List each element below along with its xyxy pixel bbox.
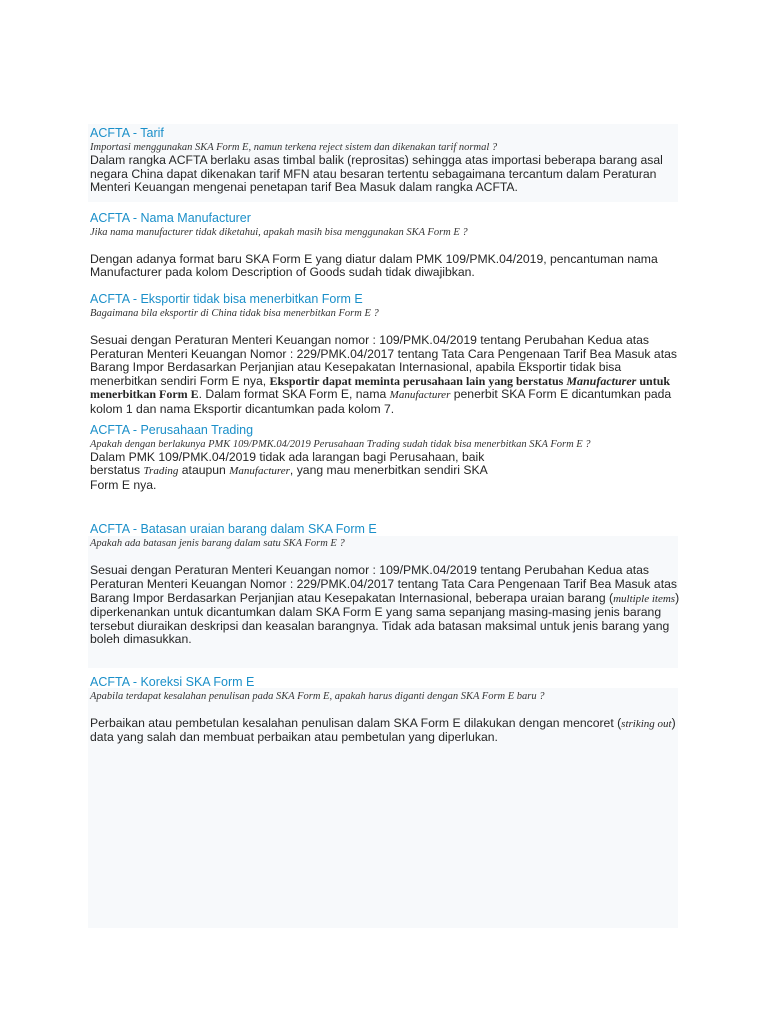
answer-italic-text: striking out	[621, 717, 672, 730]
answer-text: . Dalam format SKA Form E, nama	[198, 387, 390, 402]
answer-bold-text: untuk menerbitkan Form E	[90, 373, 671, 402]
faq-answer	[90, 564, 680, 647]
answer-text: ataupun	[178, 463, 230, 478]
faq-question: Jika nama manufacturer tidak diketahui, apakah masih bisa menggunakan SKA Form E ?	[90, 226, 468, 238]
faq-answer: Dengan adanya format baru SKA Form E yang diatur dalam PMK 109/PMK.04/2019, pencantuman nama Manufacturer pada kolom Description of Goods sudah tidak diwajibkan.	[90, 251, 658, 280]
answer-text: Sesuai dengan Peraturan Menteri Keuangan nomor : 109/PMK.04/2019 tentang Perubahan Kedua atas Peraturan Menteri Keuangan Nomor : 229/PMK.04/2017 tentang Tata Cara Pengenaan Tarif Bea Masuk atas Barang Impor Berdasarkan Perjanjian atau Kesepakatan Internasional, apabila Eksportir tidak bisa menerbitkan sendiri Form E nya,	[90, 332, 677, 388]
faq-title[interactable]: ACFTA - Koreksi SKA Form E	[90, 674, 255, 689]
faq-item-tarif	[90, 126, 680, 195]
faq-item-koreksi	[90, 675, 680, 745]
faq-list	[90, 126, 680, 745]
faq-item-eksportir	[90, 292, 680, 417]
faq-answer	[90, 451, 510, 493]
faq-answer: Dalam rangka ACFTA berlaku asas timbal balik (reprositas) sehingga atas importasi beberapa barang asal negara China dapat dikenakan tarif MFN atau besaran tertentu sebagaimana tercantum dalam Peraturan Menteri Keuangan mengenai penetapan tarif Bea Masuk dalam rangka ACFTA.	[90, 153, 663, 195]
faq-question: Apabila terdapat kesalahan penulisan pada SKA Form E, apakah harus diganti dengan SKA Form E baru ?	[90, 690, 545, 702]
answer-text: penerbit SKA Form E dicantumkan pada kolom 1 dan nama Eksportir dicantumkan pada kolom 7.	[90, 387, 672, 416]
faq-title[interactable]: ACFTA - Perusahaan Trading	[90, 422, 254, 437]
answer-text: Dalam PMK 109/PMK.04/2019 tidak ada larangan bagi Perusahaan, baik berstatus	[90, 449, 485, 478]
answer-bold-text: Eksportir dapat meminta perusahaan lain yang berstatus	[269, 373, 567, 388]
faq-title[interactable]: ACFTA - Tarif	[90, 126, 164, 140]
faq-item-trading	[90, 423, 680, 493]
faq-title[interactable]: ACFTA - Nama Manufacturer	[90, 210, 251, 225]
answer-italic-text: Trading	[143, 465, 179, 478]
answer-italic-text: multiple items	[613, 592, 676, 605]
faq-answer	[90, 717, 680, 745]
answer-text: , yang mau menerbitkan sendiri SKA Form E nya.	[90, 463, 488, 492]
answer-text: Sesuai dengan Peraturan Menteri Keuangan nomor : 109/PMK.04/2019 tentang Perubahan Kedua atas Peraturan Menteri Keuangan Nomor : 229/PMK.04/2017 tentang Tata Cara Pengenaan Tarif Bea Masuk atas Barang Impor Berdasarkan Perjanjian atau Kesepakatan Internasional, beberapa uraian barang (	[90, 563, 677, 605]
faq-answer	[90, 334, 680, 417]
faq-title[interactable]: ACFTA - Eksportir tidak bisa menerbitkan Form E	[90, 291, 363, 306]
faq-question: Importasi menggunakan SKA Form E, namun terkena reject sistem dan dikenakan tarif normal ?	[90, 142, 498, 153]
faq-title[interactable]: ACFTA - Batasan uraian barang dalam SKA Form E	[90, 522, 377, 537]
answer-text: Perbaikan atau pembetulan kesalahan penulisan dalam SKA Form E dilakukan dengan mencoret (	[90, 715, 622, 730]
answer-bold-italic-text: Manufacturer	[566, 373, 637, 388]
faq-item-batasan	[90, 522, 680, 647]
answer-text: ) diperkenankan untuk dicantumkan dalam SKA Form E yang sama sepanjang masing-masing jenis barang tersebut diuraikan deskripsi dan keasalan barangnya. Tidak ada batasan maksimal untuk jenis barang yang boleh dimasukkan.	[90, 590, 680, 647]
faq-question: Bagaimana bila eksportir di China tidak bisa menerbitkan Form E ?	[90, 307, 379, 319]
answer-text: ) data yang salah dan membuat perbaikan atau pembetulan yang diperlukan.	[90, 715, 676, 745]
faq-item-manufacturer	[90, 211, 680, 280]
answer-italic-text: Manufacturer	[389, 389, 451, 402]
answer-italic-text: Manufacturer	[229, 465, 290, 478]
faq-question: Apakah dengan berlakunya PMK 109/PMK.04/2019 Perusahaan Trading sudah tidak bisa menerbitkan SKA Form E ?	[90, 438, 591, 450]
faq-question: Apakah ada batasan jenis barang dalam satu SKA Form E ?	[90, 538, 345, 550]
